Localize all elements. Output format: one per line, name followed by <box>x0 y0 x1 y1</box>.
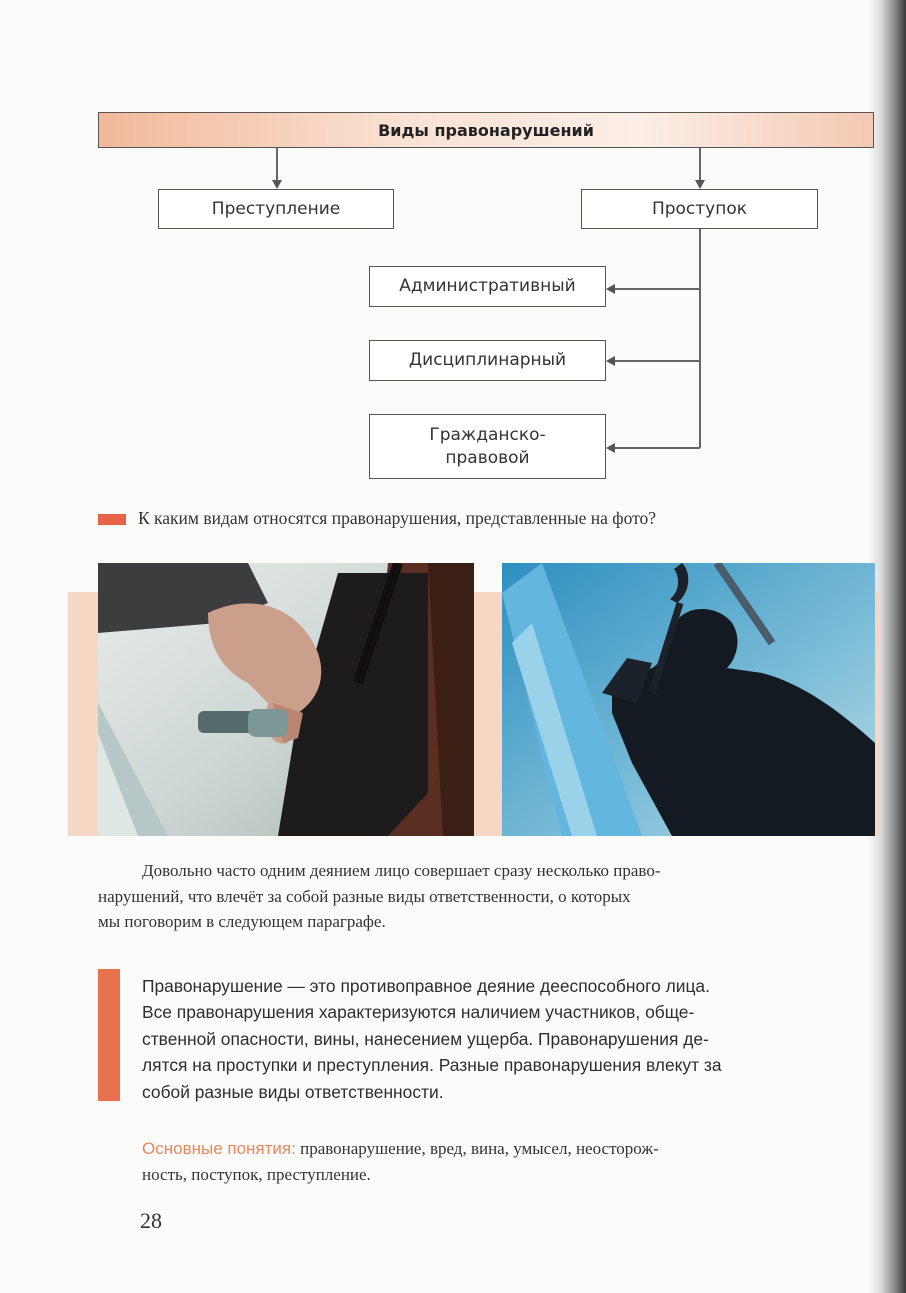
arrow-left-icon <box>606 443 615 453</box>
arrow-left-icon <box>606 356 615 366</box>
def-line-3: ственной опасности, вины, нанесением ущерба. Правонарушения де- <box>142 1028 709 1049</box>
arrow-down-icon <box>695 180 705 189</box>
diagram-title: Виды правонарушений <box>98 112 874 148</box>
connector-line <box>613 447 700 449</box>
def-line-5: собой разные виды ответственности. <box>142 1081 444 1102</box>
definition-accent-bar <box>98 969 120 1101</box>
concepts-text-1: правонарушение, вред, вина, умысел, неосторож- <box>300 1139 659 1158</box>
arrow-left-icon <box>606 284 615 294</box>
definition-block <box>142 973 874 1105</box>
administrative-box: Административный <box>369 266 606 307</box>
question-text: К каким видам относятся правонарушения, представленные на фото? <box>138 508 657 528</box>
right-photo <box>502 563 875 836</box>
burglary-silhouette-photo-icon <box>502 563 875 836</box>
civil-line-1: Гражданско- <box>429 424 546 445</box>
def-line-1: Правонарушение — это противоправное деяние дееспособного лица. <box>142 976 710 996</box>
arrow-down-icon <box>272 180 282 189</box>
concepts-line-1 <box>142 1136 872 1162</box>
key-concepts <box>142 1136 872 1188</box>
car-theft-photo-icon <box>98 563 474 836</box>
misdemeanor-box: Проступок <box>581 189 818 229</box>
concepts-text-2: ность, поступок, преступление. <box>142 1165 371 1184</box>
para-line-1: Довольно часто одним деянием лицо совершает сразу несколько право- <box>142 861 661 880</box>
left-photo <box>98 563 474 836</box>
civil-box <box>369 414 606 479</box>
connector-line <box>699 229 701 448</box>
connector-line <box>613 360 700 362</box>
def-line-2: Все правонарушения характеризуются наличием участников, обще- <box>142 1002 695 1023</box>
civil-line-2: правовой <box>445 447 530 468</box>
crime-box: Преступление <box>158 189 394 229</box>
para-line-3: мы поговорим в следующем параграфе. <box>98 912 386 931</box>
para-line-2: нарушений, что влечёт за собой разные виды ответственности, о которых <box>98 886 631 906</box>
concepts-label: Основные понятия: <box>142 1139 296 1158</box>
def-line-4: лятся на проступки и преступления. Разные правонарушения влекут за <box>142 1055 722 1076</box>
connector-line <box>699 148 701 182</box>
connector-line <box>276 148 278 182</box>
question-marker <box>98 514 126 525</box>
page-number: 28 <box>140 1208 162 1233</box>
body-paragraph <box>98 858 870 935</box>
connector-line <box>613 288 700 290</box>
disciplinary-box: Дисциплинарный <box>369 340 606 381</box>
